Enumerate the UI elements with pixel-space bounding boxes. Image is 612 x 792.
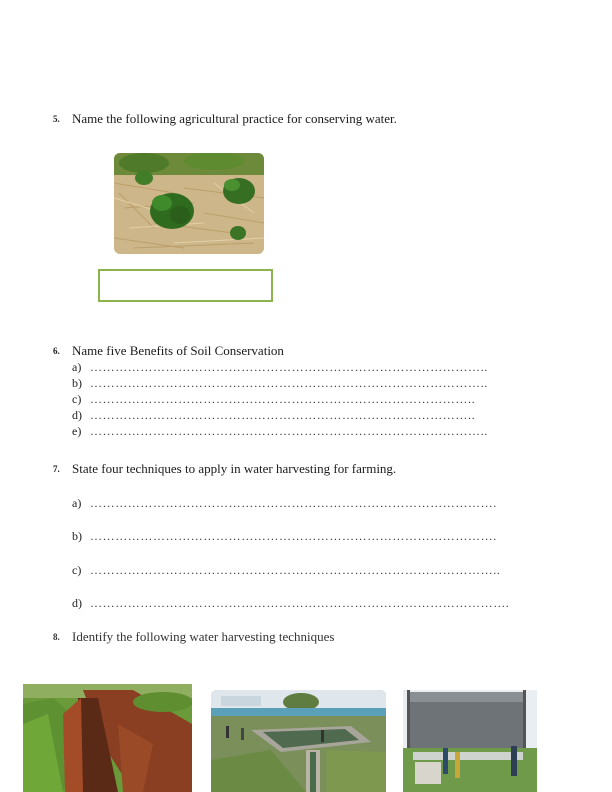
answer-label: b) <box>72 529 82 543</box>
answer-dots: ……………………………………………………………………………….. <box>90 392 476 406</box>
answer-label: c) <box>72 563 82 577</box>
answer-label: d) <box>72 596 82 610</box>
question-6 <box>53 343 284 359</box>
question-5 <box>53 111 397 127</box>
question-number: 5. <box>53 114 60 124</box>
answer-dots: ……………………………………………………………………………………. <box>90 529 497 543</box>
mulching-illustration <box>114 153 264 254</box>
pond-illustration <box>211 690 386 792</box>
question-number: 6. <box>53 346 60 356</box>
answer-label: e) <box>72 424 82 438</box>
answer-label: a) <box>72 360 82 374</box>
question-text: Identify the following water harvesting techniques <box>72 629 335 644</box>
question-8 <box>53 629 334 645</box>
answer-line[interactable] <box>72 496 497 510</box>
question-number: 8. <box>53 632 60 642</box>
answer-dots: ………………………………………………………………………………….. <box>90 424 488 438</box>
answer-line[interactable] <box>72 360 488 374</box>
answer-label: c) <box>72 392 82 406</box>
answer-line[interactable] <box>72 424 488 438</box>
answer-box[interactable] <box>98 269 273 302</box>
shade-net-photo <box>403 690 537 792</box>
answer-line[interactable] <box>72 392 475 406</box>
answer-dots: ………………………………………………………………………………………. <box>90 596 510 610</box>
question-text: State four techniques to apply in water harvesting for farming. <box>72 461 397 476</box>
answer-dots: …………………………………………………………………………………….. <box>90 563 501 577</box>
answer-line[interactable] <box>72 596 509 610</box>
answer-dots: ………………………………………………………………………………….. <box>90 360 488 374</box>
question-number: 7. <box>53 464 60 474</box>
shade-net-illustration <box>403 690 537 792</box>
answer-line[interactable] <box>72 408 475 422</box>
answer-label: d) <box>72 408 82 422</box>
answer-line[interactable] <box>72 376 488 390</box>
question-text: Name five Benefits of Soil Conservation <box>72 343 284 358</box>
question-text: Name the following agricultural practice for conserving water. <box>72 111 397 126</box>
answer-label: b) <box>72 376 82 390</box>
mulching-photo <box>114 153 264 254</box>
answer-dots: ……………………………………………………………………………………. <box>90 496 497 510</box>
question-7 <box>53 461 396 477</box>
trench-photo <box>23 684 192 792</box>
answer-dots: ……………………………………………………………………………….. <box>90 408 476 422</box>
answer-label: a) <box>72 496 82 510</box>
answer-line[interactable] <box>72 529 497 543</box>
trench-illustration <box>23 684 192 792</box>
answer-line[interactable] <box>72 563 500 577</box>
answer-dots: ………………………………………………………………………………….. <box>90 376 488 390</box>
pond-photo <box>211 690 386 792</box>
